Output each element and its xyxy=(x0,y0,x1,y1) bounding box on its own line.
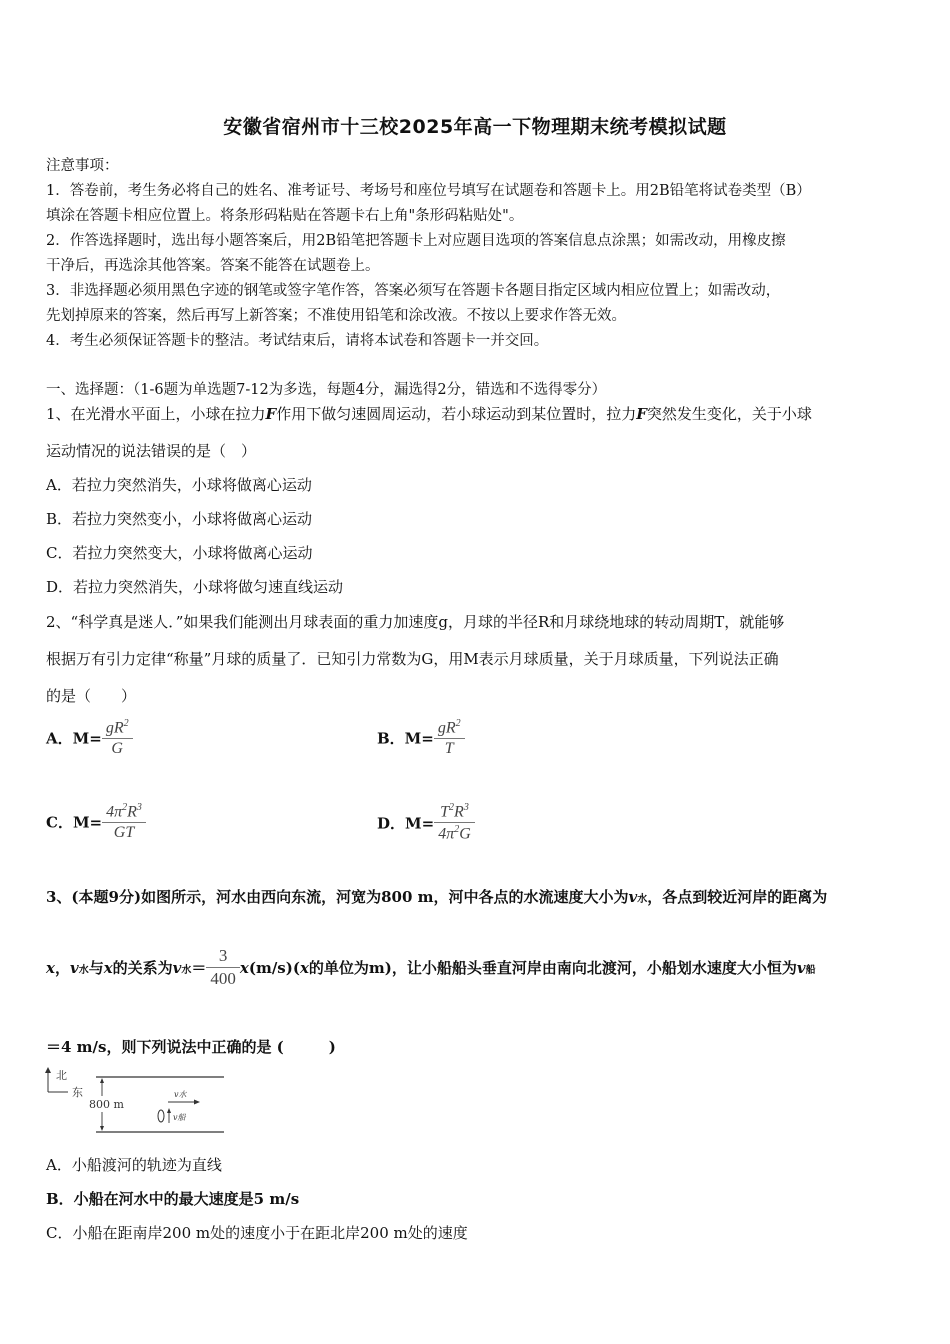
q3-option-b: B．小船在河水中的最大速度是5 m/s xyxy=(46,1190,300,1208)
q1-stem-line2: 运动情况的说法错误的是（ ） xyxy=(46,442,257,460)
fraction-denominator: 400 xyxy=(210,969,236,988)
v-water-label: v水 xyxy=(174,1090,187,1099)
q2-option-a: A．M= $\frac{gR^2}{G}$ xyxy=(46,718,133,758)
notice-heading: 注意事项： xyxy=(46,158,119,174)
q3-option-a: A．小船渡河的轨迹为直线 xyxy=(46,1156,222,1174)
notice-line: 2．作答选择题时，选出每小题答案后，用2B铅笔把答题卡上对应题目选项的答案信息点涂黑；如需改动，用橡皮擦 xyxy=(46,233,786,249)
page-title: 安徽省宿州市十三校2025年高一下物理期末统考模拟试题 xyxy=(223,116,727,138)
fraction-numerator: $gR^2$ xyxy=(102,718,133,739)
notice-line: 先划掉原来的答案，然后再写上新答案；不准使用铅笔和涂改液。不按以上要求作答无效。 xyxy=(46,308,626,324)
east-label: 东 xyxy=(72,1086,83,1099)
river-diagram xyxy=(40,1066,230,1138)
q2-stem-line2: 根据万有引力定律“称量”月球的质量了．已知引力常数为G，用M表示月球质量，关于月球质量，下列说法正确 xyxy=(46,650,779,668)
q1-option-b: B．若拉力突然变小，小球将做离心运动 xyxy=(46,510,313,528)
arrow-right-icon xyxy=(194,1100,200,1105)
fraction-denominator: G xyxy=(111,740,123,758)
notice-line: 4．考生必须保证答题卡的整洁。考试结束后，请将本试卷和答题卡一并交回。 xyxy=(46,333,549,349)
width-arrowhead-icon xyxy=(100,1126,104,1131)
fraction-numerator: $T^2R^3$ xyxy=(434,802,475,823)
q1-stem-line1: 1、在光滑水平面上，小球在拉力F作用下做匀速圆周运动，若小球运动到某位置时，拉力F突然发生变化，关于小球 xyxy=(46,405,812,423)
north-arrow-icon xyxy=(45,1067,51,1073)
fraction-numerator: 3 xyxy=(206,946,240,968)
notice-line: 干净后，再选涂其他答案。答案不能答在试题卷上。 xyxy=(46,258,380,274)
width-label: 800 m xyxy=(89,1098,124,1111)
fraction-numerator: $4\pi^2R^3$ xyxy=(102,802,146,823)
fraction-numerator: $gR^2$ xyxy=(434,718,465,739)
q2-option-c: C．M= $\frac{4\pi^2R^3}{GT}$ xyxy=(46,802,146,842)
q2-option-d: D．M= $\frac{T^2R^3}{4\pi^2G}$ xyxy=(377,802,475,844)
boat-icon xyxy=(158,1110,164,1122)
q2-stem-line1: 2、“科学真是迷人．”如果我们能测出月球表面的重力加速度g，月球的半径R和月球绕地球的转动周期T，就能够 xyxy=(46,613,785,631)
fraction-denominator: T xyxy=(444,740,454,758)
notice-line: 填涂在答题卡相应位置上。将条形码粘贴在答题卡右上角"条形码粘贴处"。 xyxy=(46,208,524,224)
fraction-denominator: $4\pi^2G$ xyxy=(438,824,471,843)
section-heading: 一、选择题：（1-6题为单选题7-12为多选，每题4分，漏选得2分，错选和不选得零分） xyxy=(46,382,607,398)
notice-line: 1．答卷前，考生务必将自己的姓名、准考证号、考场号和座位号填写在试题卷和答题卡上。用2B铅笔将试卷类型（B） xyxy=(46,183,811,199)
q2-stem-line3: 的是（ ） xyxy=(46,687,137,705)
q1-option-c: C．若拉力突然变大，小球将做离心运动 xyxy=(46,544,313,562)
q1-option-a: A．若拉力突然消失，小球将做离心运动 xyxy=(46,476,312,494)
q3-stem-line3: ＝4 m/s，则下列说法中正确的是 ( ) xyxy=(46,1038,336,1056)
width-arrowhead-icon xyxy=(100,1078,104,1083)
fraction-denominator: GT xyxy=(113,824,135,842)
q3-stem-line1: 3、(本题9分)如图所示，河水由西向东流，河宽为800 m，河中各点的水流速度大小为v水，各点到较近河岸的距离为 xyxy=(46,888,828,906)
q2-option-b: B．M= $\frac{gR^2}{T}$ xyxy=(377,718,465,758)
q1-option-d: D．若拉力突然消失，小球将做匀速直线运动 xyxy=(46,578,344,596)
v-boat-label: v船 xyxy=(173,1113,186,1122)
q3-stem-line2: x，v水与x的关系为v水＝ $\frac{3}{400}$ x(m/s)(x的单位为m)，让小船船头垂直河岸由南向北渡河，小船划水速度大小恒为v船 xyxy=(46,946,816,988)
q3-option-c: C．小船在距南岸200 m处的速度小于在距北岸200 m处的速度 xyxy=(46,1224,468,1242)
arrow-up-icon xyxy=(167,1108,171,1113)
north-label: 北 xyxy=(56,1069,67,1082)
notice-line: 3．非选择题必须用黑色字迹的钢笔或签字笔作答，答案必须写在答题卡各题目指定区域内相应位置上；如需改动， xyxy=(46,283,781,299)
